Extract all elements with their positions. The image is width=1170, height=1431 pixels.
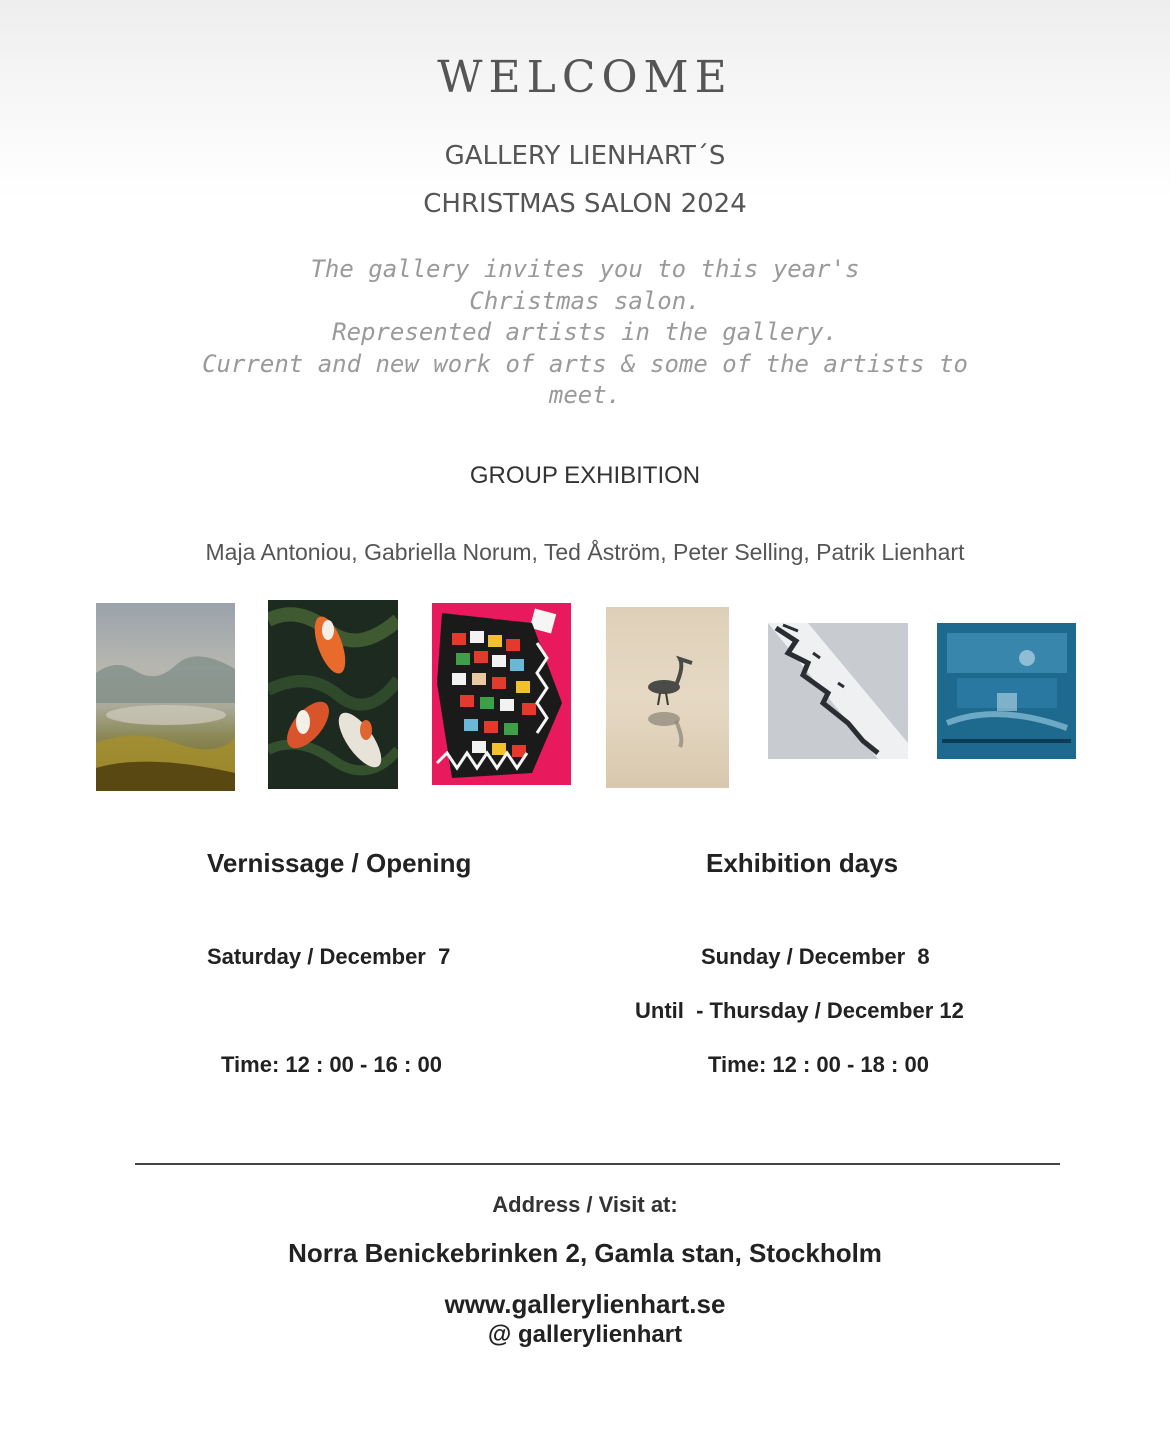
intro-line: Christmas salon.	[469, 286, 701, 315]
salon-title: CHRISTMAS SALON 2024	[423, 189, 747, 219]
intro-line: Current and new work of arts & some of the artists to	[202, 349, 968, 378]
welcome-heading: WELCOME	[437, 52, 733, 103]
divider	[135, 1163, 1060, 1165]
colorful-abstract-painting	[432, 603, 571, 785]
website-link[interactable]: www.gallerylienhart.se	[444, 1289, 726, 1319]
snowy-mountain-photograph	[768, 623, 908, 759]
blue-abstract-painting	[937, 623, 1076, 759]
koi-fish-painting	[268, 600, 398, 789]
exhibition-end-date: Until - Thursday / December 12	[635, 998, 964, 1023]
exhibition-type: GROUP EXHIBITION	[469, 462, 701, 489]
heron-photograph	[606, 607, 729, 788]
intro-line: Represented artists in the gallery.	[332, 318, 838, 346]
exhibition-days-heading: Exhibition days	[706, 848, 899, 878]
street-address: Norra Benickebrinken 2, Gamla stan, Stockholm	[288, 1238, 882, 1268]
intro-text	[0, 254, 1170, 412]
intro-line: The gallery invites you to this year's	[310, 255, 860, 283]
intro-line: meet.	[548, 381, 622, 409]
artist-list: Maja Antoniou, Gabriella Norum, Ted Åström, Peter Selling, Patrik Lienhart	[205, 539, 965, 565]
opening-heading: Vernissage / Opening	[207, 848, 472, 878]
misty-landscape-painting	[96, 603, 235, 791]
opening-time: Time: 12 : 00 - 16 : 00	[221, 1052, 442, 1077]
instagram-handle[interactable]: @ gallerylienhart	[487, 1321, 683, 1348]
gallery-name: GALLERY LIENHART´S	[444, 141, 726, 171]
opening-date: Saturday / December 7	[207, 944, 451, 969]
address-label: Address / Visit at:	[492, 1192, 678, 1217]
exhibition-start-date: Sunday / December 8	[701, 944, 930, 969]
exhibition-time: Time: 12 : 00 - 18 : 00	[708, 1052, 929, 1077]
